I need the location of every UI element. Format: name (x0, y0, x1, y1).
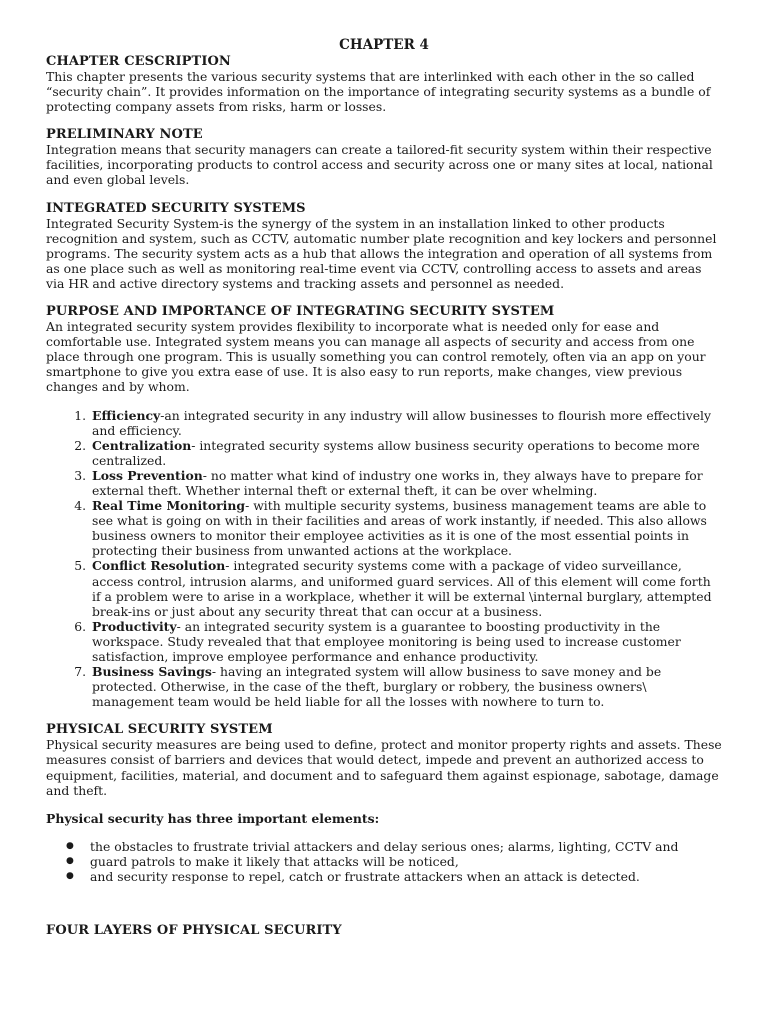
benefit-term: Real Time Monitoring (92, 498, 246, 514)
benefit-text: - an integrated security system is a guarantee to boosting productivity in the workspace. Study revealed that that employee monitoring is being used to increase customer satisfaction, improve employee performance and enhance productivity. (92, 618, 681, 664)
bullet-icon: ● (66, 870, 74, 881)
list-item (90, 664, 722, 709)
list-item (90, 408, 722, 438)
section-body-preliminary-note: Integration means that security managers can create a tailored-fit security system within their respective facilities, incorporating products to control access and security across one or many sites at local, national and even global levels. (46, 142, 713, 188)
section-heading-physical-security: PHYSICAL SECURITY SYSTEM (46, 722, 273, 738)
benefit-text: - with multiple security systems, business management teams are able to see what is going on with in their facilities and areas of work instantly, if needed. This also allows business owners to monitor their employee activities as it is one of the most essential points in protecting their business from unwanted actions at the workplace. (92, 498, 707, 559)
element-text: guard patrols to make it likely that attacks will be noticed, (90, 853, 459, 869)
benefit-text: - no matter what kind of industry one works in, they always have to prepare for external theft. Whether internal theft or external theft, it can be over whelming. (92, 467, 703, 498)
benefit-term: Centralization (92, 437, 192, 453)
elements-lead: Physical security has three important elements: (46, 810, 380, 826)
benefit-text: - having an integrated system will allow business to save money and be protected. Otherwise, in the case of the theft, burglary or robbery, the business owners\ management team would be held liable for all the losses with nowhere to turn to. (92, 664, 662, 710)
list-item (66, 838, 722, 854)
list-item (66, 868, 722, 884)
section-body-purpose: An integrated security system provides flexibility to incorporate what is needed only for ease and comfortable use. Integrated system means you can manage all aspects of security and access from one place through one program. This is usually something you can control remotely, often via an app on your smartphone to give you extra ease of use. It is also easy to run reports, make changes, view previous changes and by whom. (46, 319, 706, 395)
benefits-list (46, 408, 722, 710)
bullet-icon: ● (66, 855, 74, 866)
benefit-term: Efficiency (92, 407, 161, 423)
section-heading-preliminary-note: PRELIMINARY NOTE (46, 127, 203, 143)
section-heading-integrated-security: INTEGRATED SECURITY SYSTEMS (46, 200, 306, 216)
benefit-text: - integrated security systems allow business security operations to become more centralized. (92, 437, 700, 468)
chapter-title: CHAPTER 4 (339, 37, 429, 53)
benefit-text: -an integrated security in any industry will allow businesses to flourish more effectively and efficiency. (92, 407, 711, 438)
benefit-term: Productivity (92, 618, 177, 634)
section-heading-purpose: PURPOSE AND IMPORTANCE OF INTEGRATING SECURITY SYSTEM (46, 304, 555, 320)
section-body-chapter-description: This chapter presents the various security systems that are interlinked with each other in the so called “security chain”. It provides information on the importance of integrating security systems as a bundle of protecting company assets from risks, harm or losses. (46, 69, 711, 115)
section-heading-chapter-description: CHAPTER CESCRIPTION (46, 54, 231, 69)
section-body-physical-security: Physical security measures are being used to define, protect and monitor property rights and assets. These measures consist of barriers and devices that would detect, impede and prevent an authorized access to equipment, facilities, material, and document and to safeguard them against espionage, sabotage, damage and theft. (46, 737, 722, 798)
section-body-integrated-security: Integrated Security System-is the synergy of the system in an installation linked to other products recognition and system, such as CCTV, automatic number plate recognition and key lockers and personnel programs. The security system acts as a hub that allows the integration and operation of all systems from as one place such as well as monitoring real-time event via CCTV, controlling access to assets and areas via HR and active directory systems and tracking assets and personnel as needed. (46, 215, 717, 291)
elements-list (46, 839, 722, 884)
list-item (90, 468, 722, 498)
list-item (90, 558, 722, 618)
benefit-term: Loss Prevention (92, 467, 203, 483)
list-item (90, 438, 722, 468)
benefit-term: Conflict Resolution (92, 558, 226, 574)
element-text: the obstacles to frustrate trivial attackers and delay serious ones; alarms, lighting, CCTV and (90, 838, 679, 854)
list-item (66, 853, 722, 869)
section-heading-four-layers: FOUR LAYERS OF PHYSICAL SECURITY (46, 923, 342, 939)
element-text: and security response to repel, catch or frustrate attackers when an attack is detected. (90, 868, 640, 884)
benefit-term: Business Savings (92, 664, 212, 680)
bullet-icon: ● (66, 840, 74, 851)
list-item (90, 619, 722, 664)
list-item (90, 498, 722, 558)
benefit-text: - integrated security systems come with a package of video surveillance, access control, intrusion alarms, and uniformed guard services. All of this element will come forth if a problem were to arise in a workplace, whether it will be external \internal burglary, attempted break-ins or just about any security threat that can occur at a business. (92, 558, 712, 619)
